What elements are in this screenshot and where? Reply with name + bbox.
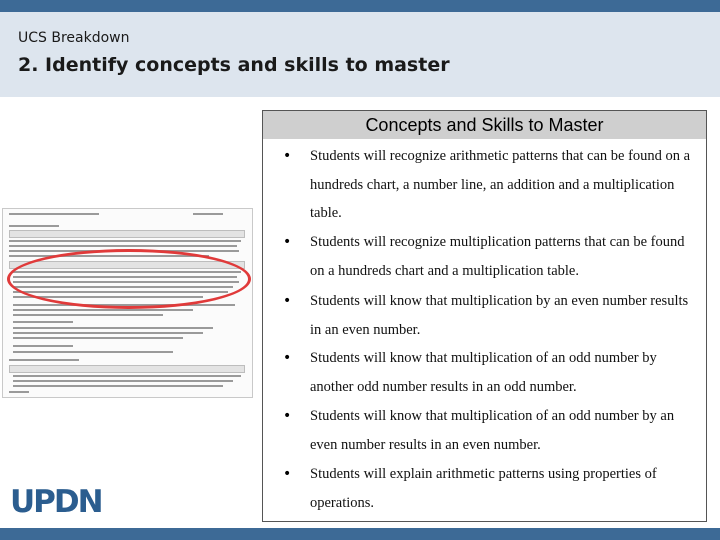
bottom-accent-bar (0, 528, 720, 540)
list-item-text: Students will recognize arithmetic patterns that can be found on a hundreds chart, a number line, an addition and a multiplication table. (310, 148, 691, 221)
bullet-icon: • (283, 466, 292, 482)
slide-title: 2. Identify concepts and skills to master (18, 54, 450, 76)
list-item-text: Students will know that multiplication of an odd number by an even number results in an even number. (310, 408, 675, 453)
list-item-text: Students will know that multiplication of an odd number by another odd number results in an odd number. (310, 350, 657, 395)
list-item-text: Students will recognize multiplication patterns that can be found on a hundreds chart and a multiplication table. (310, 234, 685, 279)
bullet-icon: • (283, 293, 292, 309)
slide-subtitle: UCS Breakdown (18, 30, 130, 46)
updn-logo (10, 486, 102, 526)
list-item-text: Students will know that multiplication by an even number results in an even number. (310, 293, 689, 338)
bullet-icon: • (283, 408, 292, 424)
bullet-icon: • (283, 350, 292, 366)
top-accent-bar (0, 0, 720, 12)
document-thumbnail (2, 208, 253, 398)
highlight-oval (7, 249, 251, 309)
list-item-text: Students will explain arithmetic patterns using properties of operations. (310, 466, 657, 511)
logo-wordmark: UPDN (10, 484, 102, 520)
concepts-skills-panel (262, 110, 707, 522)
bullet-icon: • (283, 148, 292, 164)
bullet-icon: • (283, 234, 292, 250)
panel-heading: Concepts and Skills to Master (263, 111, 706, 139)
